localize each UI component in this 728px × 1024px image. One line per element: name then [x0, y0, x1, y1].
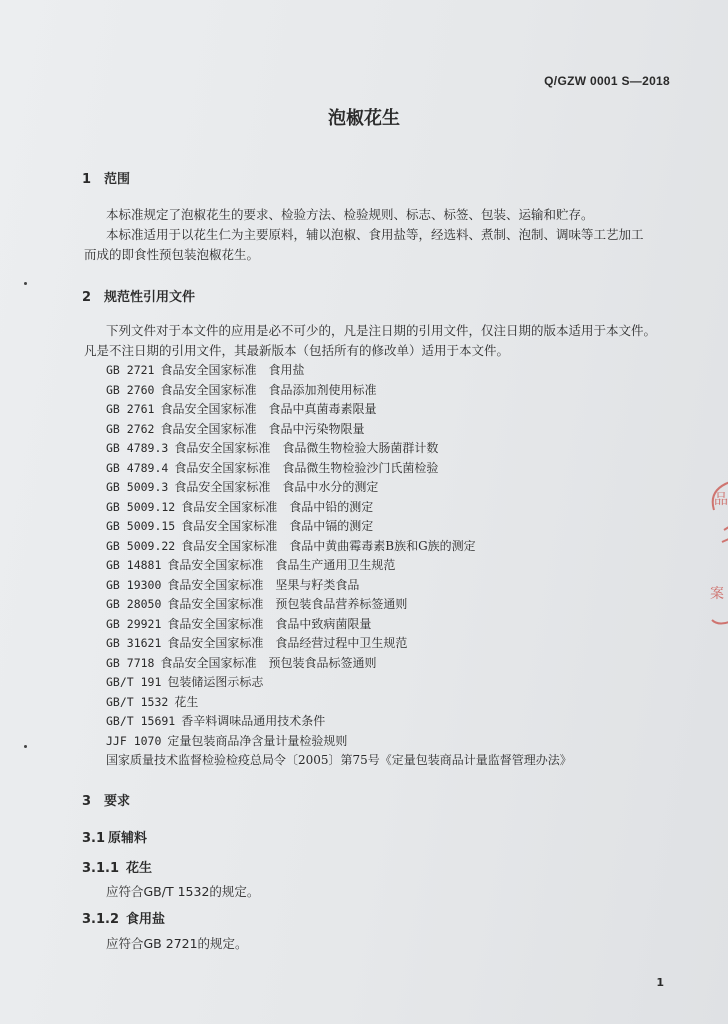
reference-code: GB 4789.4 — [106, 460, 169, 475]
reference-title: 定量包装商品净含量计量检验规则 — [167, 733, 348, 748]
reference-item — [106, 361, 304, 378]
paragraph-continued: 凡是不注日期的引用文件，其最新版本（包括所有的修改单）适用于本文件。 — [84, 343, 510, 358]
reference-title: 食品安全国家标准 食品中铅的测定 — [181, 499, 374, 514]
stamp-char: 案 — [710, 586, 724, 602]
subsection-3-1-2-heading — [82, 908, 165, 927]
section-number: 3.1.1 — [82, 861, 120, 876]
reference-item — [106, 673, 263, 690]
reference-item — [106, 693, 198, 710]
reference-title: 食品安全国家标准 预包装食品标签通则 — [160, 655, 377, 670]
reference-code: GB 2761 — [106, 402, 155, 416]
reference-code: GB 29921 — [106, 616, 162, 631]
document-title: 泡椒花生 — [328, 108, 400, 129]
reference-title: 食品安全国家标准 食品中镉的测定 — [181, 519, 374, 533]
reference-code: GB 28050 — [106, 597, 162, 611]
reference-code: GB 19300 — [106, 577, 162, 592]
stamp-char: 品 — [714, 492, 728, 508]
reference-item — [106, 595, 407, 612]
reference-item — [106, 400, 376, 417]
reference-title: 食品安全国家标准 食品生产通用卫生规范 — [167, 558, 396, 572]
section-number: 3.1 — [82, 831, 106, 846]
page-number: 1 — [656, 976, 664, 989]
reference-item — [106, 420, 364, 437]
reference-code: GB 31621 — [106, 636, 162, 650]
reference-code: GB 7718 — [106, 655, 155, 670]
reference-title: 食品安全国家标准 食品经营过程中卫生规范 — [167, 636, 408, 650]
section-number: 1 — [82, 172, 92, 187]
reference-title: 食品安全国家标准 坚果与籽类食品 — [167, 577, 360, 592]
section-title: 规范性引用文件 — [104, 290, 196, 305]
subsection-3-1-1-heading — [82, 857, 152, 876]
paragraph-continued: 而成的即食性预包装泡椒花生。 — [84, 247, 260, 262]
reference-code: GB 2721 — [106, 363, 155, 377]
reference-code: GB 2760 — [106, 382, 155, 397]
reference-title: 食品安全国家标准 预包装食品营养标签通则 — [167, 597, 408, 611]
paragraph: 本标准规定了泡椒花生的要求、检验方法、检验规则、标志、标签、包装、运输和贮存。 — [106, 207, 594, 222]
reference-item — [106, 751, 572, 768]
reference-item — [106, 732, 347, 749]
section-title: 原辅料 — [108, 831, 148, 846]
reference-code: GB/T 191 — [106, 675, 162, 689]
reference-title: 食品安全国家标准 食用盐 — [160, 363, 305, 377]
reference-code: GB/T 15691 — [106, 714, 176, 728]
reference-title: 食品安全国家标准 食品添加剂使用标准 — [160, 382, 377, 397]
reference-item — [106, 712, 325, 729]
reference-item — [106, 517, 373, 534]
section-number: 3.1.2 — [82, 912, 120, 927]
reference-item — [106, 654, 376, 671]
paragraph: 本标准适用于以花生仁为主要原料，辅以泡椒、食用盐等，经选料、煮制、泡制、调味等工艺加工 — [106, 227, 644, 242]
reference-title: 包装储运图示标志 — [167, 675, 264, 689]
section-2-heading — [82, 286, 195, 305]
reference-title: 国家质量技术监督检验检疫总局令〔2005〕第75号《定量包装商品计量监督管理办法》 — [106, 753, 572, 767]
reference-title: 食品安全国家标准 食品微生物检验沙门氏菌检验 — [174, 460, 439, 475]
reference-item — [106, 439, 438, 456]
reference-title: 食品安全国家标准 食品中致病菌限量 — [167, 616, 372, 631]
reference-item — [106, 556, 395, 573]
paragraph: 下列文件对于本文件的应用是必不可少的，凡是注日期的引用文件，仅注日期的版本适用于本文件。 — [106, 323, 657, 338]
section-title: 食用盐 — [126, 912, 166, 927]
reference-item — [106, 498, 373, 515]
section-title: 花生 — [126, 861, 153, 876]
reference-code: GB 5009.12 — [106, 499, 176, 514]
reference-title: 花生 — [174, 694, 199, 709]
section-number: 3 — [82, 794, 92, 809]
reference-item — [106, 459, 438, 476]
reference-title: 食品安全国家标准 食品中污染物限量 — [160, 421, 365, 436]
reference-title: 香辛料调味品通用技术条件 — [181, 714, 326, 728]
reference-code: GB/T 1532 — [106, 694, 169, 709]
section-3-heading — [82, 790, 130, 809]
reference-code: GB 5009.22 — [106, 538, 176, 553]
reference-code: GB 5009.15 — [106, 519, 176, 533]
reference-item — [106, 634, 407, 651]
paragraph: 应符合GB 2721的规定。 — [106, 936, 248, 951]
reference-title: 食品安全国家标准 食品微生物检验大肠菌群计数 — [174, 441, 439, 455]
reference-item — [106, 615, 371, 632]
scan-speck — [24, 745, 27, 748]
stamp-seal — [700, 470, 728, 640]
reference-item — [106, 576, 359, 593]
section-title: 要求 — [104, 794, 131, 809]
reference-code: GB 14881 — [106, 558, 162, 572]
reference-title: 食品安全国家标准 食品中水分的测定 — [174, 480, 379, 494]
section-title: 范围 — [104, 172, 131, 187]
reference-title: 食品安全国家标准 食品中真菌毒素限量 — [160, 402, 377, 416]
reference-code: GB 5009.3 — [106, 480, 169, 494]
section-1-heading — [82, 168, 130, 187]
paragraph: 应符合GB/T 1532的规定。 — [106, 884, 260, 899]
reference-code: JJF 1070 — [106, 733, 162, 748]
reference-title: 食品安全国家标准 食品中黄曲霉毒素B族和G族的测定 — [181, 538, 476, 553]
subsection-3-1-heading — [82, 827, 147, 846]
section-number: 2 — [82, 290, 92, 305]
reference-item — [106, 381, 376, 398]
reference-code: GB 4789.3 — [106, 441, 169, 455]
standard-code: Q/GZW 0001 S—2018 — [544, 74, 670, 88]
scan-speck — [24, 282, 27, 285]
reference-code: GB 2762 — [106, 421, 155, 436]
reference-item — [106, 537, 476, 554]
reference-item — [106, 478, 378, 495]
